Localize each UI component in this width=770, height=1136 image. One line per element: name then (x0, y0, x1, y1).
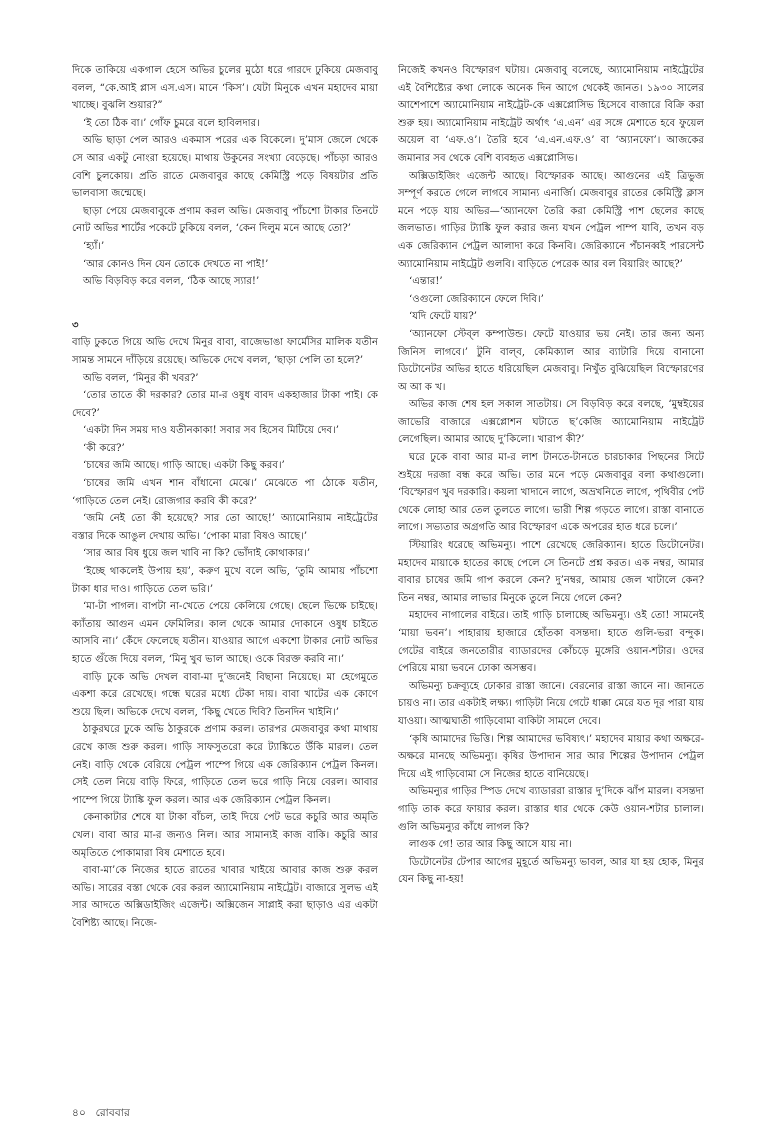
section-gap (72, 291, 378, 317)
paragraph: অভি বিড়বিড় করে বলল, ‘ঠিক আছে স্যার!’ (83, 276, 260, 288)
magazine-section-name: রোববার (95, 1107, 130, 1119)
page-number: ৪০ (72, 1107, 87, 1119)
paragraph: বাবা-মা’কে নিজের হাতে রাতের খাবার খাইয়ে আবার কাজ শুরু করল অভি। সারের বস্তা থেকে বের করল অ্যামোনিয়াম নাইট্রেট। বাজারে সুলভ এই সার আদতে অক্সিডাইজিং এজেন্ট। অক্সিজেন সাপ্লাই করা ছাড়াও এর একটা বৈশিষ্ট্য আছে। নিজে- (72, 865, 378, 929)
paragraph: বাড়ি ঢুকতে গিয়ে অভি দেখে মিনুর বাবা, বাজেভাঙা ফার্মেসির মালিক যতীন সামন্ত সামনে দাঁড়িয়ে রয়েছে। অভিকে দেখে বলল, ‘ছাড়া পেলি তা হলে?’ (72, 337, 378, 366)
paragraph: অভির কাজ শেষ হল সকাল সাতটায়। সে বিড়বিড় করে বলছে, ‘মুম্বইয়ের জাভেরি বাজারে এক্সপ্লোশন ঘটাতে ছ’কেজি অ্যামোনিয়াম নাইট্রেট লেগেছিল। আমার আছে দু’কিলো। খারাপ কী?’ (398, 399, 704, 446)
paragraph: মহাদেব নাগালের বাইরে। তাই গাড়ি চালাচ্ছে অভিমন্যু। ওই তো! সামনেই ‘মায়া ভবন’। পাহারায় হাজারে হোঁতকা বসন্তদা। হাতে গুলি-ভরা বন্দুক। গেটের বাইরে জনতোরীর ব্যাডারদের কোঁচড়ে মুঙ্গেরি ওয়ান-শটার। ওদের পেরিয়ে মায়া ভবনে ঢোকা অসম্ভব। (398, 610, 704, 675)
paragraph: অভিমন্যু চক্রব্যূহে ঢোকার রাস্তা জানে। বেরনোর রাস্তা জানে না। জানতে চায়ও না। তার একটাই লক্ষ্য। গাড়িটা নিয়ে গেটে ধাক্কা মেরে যত দূর পারা যায় যাওয়া। আত্মঘাতী গাড়িবোমা বাকিটা সামলে দেবে। (398, 680, 704, 727)
paragraph: ‘ই তো ঠিক বা।’ গোঁফ চুমরে বলে হাবিলদার। (83, 117, 260, 129)
paragraph: বাড়ি ঢুকে অভি দেখল বাবা-মা দু’জনেই বিছানা নিয়েছে। মা হেগেমুতে একশা করে রেখেছে। গন্ধে ঘরের মধ্যে টেকা দায়। বাবা খাটের এক কোণে শুয়ে ছিল। অভিকে দেখে বলল, ‘কিছু খেতে দিবি? তিনদিন খাইনি।’ (72, 671, 378, 718)
paragraph: ‘জমি নেই তো কী হয়েছে? সার তো আছে!’ অ্যামোনিয়াম নাইট্রেটের বস্তার দিকে আঙুল দেখায় অভি। ‘পোকা মারা বিষও আছে।’ (72, 513, 378, 542)
paragraph: ‘চাষের জমি আছে। গাড়ি আছে। একটা কিছু করব।’ (83, 460, 285, 472)
paragraph: ‘কী করে?’ (83, 442, 125, 454)
paragraph: ঠাকুরঘরে ঢুকে অভি ঠাকুরকে প্রণাম করল। তারপর মেজবাবুর কথা মাথায় রেখে কাজ শুরু করল। গাড়ি সাফসুতরো করে ট্যাঙ্কিতে উঁকি মারল। তেল নেই। বাড়ি থেকে বেরিয়ে পেট্রল পাম্পে গিয়ে এক জেরিক্যান পেট্রল কিনল। সেই তেল নিয়ে বাড়ি ফিরে, গাড়িতে তেল ভরে গাড়ি নিয়ে বেরল। আবার পাম্পে গিয়ে ট্যাঙ্কি ফুল করল। আর এক জেরিক্যান পেট্রল কিনল। (72, 724, 378, 806)
paragraph: ছাড়া পেয়ে মেজবাবুকে প্রণাম করল অভি। মেজবাবু পাঁচশো টাকার তিনটে নোট অভির শার্টের পকেটে ঢুকিয়ে বলল, ‘কেন দিলুম মনে আছে তো?’ (72, 205, 378, 235)
paragraph: ‘তোর তাতে কী দরকার? তোর মা-র ওষুধ বাবদ একহাজার টাকা পাই। কে দেবে?’ (72, 390, 378, 419)
paragraph: ‘এন্তার!’ (409, 276, 443, 288)
paragraph: কেনাকাটার শেষে যা টাকা বাঁচল, তাই দিয়ে পেট ভরে কচুরি আর অমৃতি খেল। বাবা আর মা-র জন্যও নিল। আর সামান্যই কাজ বাকি। কচুরি আর অমৃতিতে পোকামারা বিষ মেশাতে হবে। (72, 812, 378, 859)
paragraph: ‘অ্যানফো স্টেব্‌ল কম্পাউন্ড। ফেটে যাওয়ার ভয় নেই। তার জন্য অন্য জিনিস লাগবে।’ টুনি বাল্‌ব, কেমিক্যাল আর ব্যাটারি দিয়ে বানানো ডিটোনেটর অভির হাতে ধরিয়েছিল মেজবাবু। নিখুঁত বুঝিয়েছিল বিস্ফোরণের অ আ ক খ। (398, 328, 704, 393)
paragraph: অভি ছাড়া পেল আরও একমাস পরের এক বিকেলে। দু’মাস জেলে থেকে সে আর একটু নোংরা হয়েছে। মাথায় উকুনের সংখ্যা বেড়েছে। পাঁচড়া আরও বেশি চুলকোয়। প্রতি রাতে মেজবাবুর কাছে কেমিস্ট্রি পড়ে বিষয়টার প্রতি ভালবাসা জন্মেছে। (72, 135, 378, 200)
right-column (398, 62, 704, 1102)
paragraph: অভি বলল, ‘মিনুর কী খবর?’ (83, 372, 199, 384)
paragraph: স্টিয়ারিং ধরেছে অভিমন্যু। পাশে রেখেছে জেরিক্যান। হাতে ডিটোনেটর। মহাদেব মায়াকে হাতের কাছে পেলে সে তিনটে প্রশ্ন করত। এক নম্বর, আমার বাবার চাষের জমি গাপ করলে কেন? দু’নম্বর, আমায় জেল খাটালে কেন? তিন নম্বর, আমার লাভার মিনুকে তুলে নিয়ে গেলে কেন? (398, 540, 704, 604)
page-footer (72, 1106, 130, 1123)
paragraph: অক্সিডাইজিং এজেন্ট আছে। বিস্ফোরক আছে। আগুনের এই ত্রিভুজ সম্পূর্ণ করতে গেলে লাগবে সামান্য এনার্জি। মেজবাবুর রাতের কেমিস্ট্রি ক্লাস মনে পড়ে যায় অভির—‘অ্যানফো তৈরি করা কেমিস্ট্রি পাশ ছেলের কাছে জলভাত। গাড়ির ট্যাঙ্কি ফুল করার জন্য যখন পেট্রল পাম্প যাবি, তখন বড় এক জেরিক্যান পেট্রল আলাদা করে কিনবি। জেরিক্যানে পঁচানব্বই পারসেন্ট অ্যামোনিয়াম নাইট্রেট গুলবি। বাড়িতে পেরেক আর বল বিয়ারিং আছে?’ (398, 170, 704, 270)
left-column (72, 62, 378, 1102)
paragraph: ‘আর কোনও দিন যেন তোকে দেখতে না পাই!’ (83, 258, 269, 270)
section-number: ৩ (72, 319, 79, 331)
paragraph: ‘চাষের জমি এখন শান বাঁধানো মেঝে।’ মেঝেতে পা ঠোকে যতীন, ‘গাড়িতে তেল নেই। রোজগার করবি কী করে?’ (72, 478, 378, 507)
paragraph: ডিটোনেটর টেপার আগের মুহূর্তে অভিমন্যু ভাবল, আর যা হয় হোক, মিনুর যেন কিছু না-হয়! (398, 856, 704, 886)
paragraph: ‘কৃষি আমাদের ভিত্তি। শিল্প আমাদের ভবিষ্যৎ।’ মহাদেব মায়ার কথা অক্ষরে-অক্ষরে মানছে অভিমন্যু। কৃষির উপাদান সার আর শিল্পের উপাদান পেট্রল দিয়ে এই গাড়িবোমা সে নিজের হাতে বানিয়েছে। (398, 733, 704, 780)
paragraph: ‘সার আর বিষ ধুয়ে জল খাবি না কি? ভোঁদাই কোথাকার।’ (83, 548, 311, 560)
paragraph: ‘ইচ্ছে থাকলেই উপায় হয়’, করুণ মুখে বলে অভি, ‘তুমি আমায় পাঁচশো টাকা ধার দাও। গাড়িতে তেল ভরি।’ (72, 566, 378, 595)
paragraph: লাগুক গে! তার আর কিছু আসে যায় না। (409, 839, 572, 851)
paragraph: অভিমন্যুর গাড়ির স্পিড দেখে ব্যাডাররা রাস্তার দু’দিকে ঝাঁপ মারল। বসন্তদা গাড়ি তাক করে ফায়ার করল। রাস্তার ধার থেকে কেউ ওয়ান-শটার চালাল। গুলি অভিমন্যুর কাঁধে লাগল কি? (398, 786, 704, 833)
paragraph: ‘ওগুলো জেরিক্যানে ফেলে দিবি।’ (409, 293, 544, 305)
paragraph: ঘরে ঢুকে বাবা আর মা-র লাশ টানতে-টানতে চারচাকার পিছনের সিটে শুইয়ে দরজা বন্ধ করে অভি। তার মনে পড়ে মেজবাবুর বলা কথাগুলো। ‘বিস্ফোরণ খুব দরকারি। কয়লা খাদানে লাগে, অভ্রখনিতে লাগে, পৃথিবীর পেট থেকে লোহা আর তেল তুলতে লাগে। ভারী শিল্প গড়তে লাগে। রাস্তা বানাতে লাগে। সভ্যতার অগ্রগতি আর বিস্ফোরণ একে অপরের হাত ধরে চলে।’ (398, 452, 704, 534)
paragraph: ‘হ্যাঁ।’ (83, 240, 105, 252)
paragraph: ‘যদি ফেটে যায়?’ (409, 311, 477, 323)
paragraph: ‘মা-টা পাগল। বাপটা না-খেতে পেয়ে কেলিয়ে গেছে। ছেলে ভিক্ষে চাইছে। ক্যাঁতায় আগুন এমন ফেমিলির। কাল থেকে আমার দোকানে ওষুধ চাইতে আসবি না।’ কেঁদে ফেলেছে যতীন। যাওয়ার আগে একশো টাকার নোট অভির হাতে গুঁজে দিয়ে বলল, ‘মিনু খুব ভাল আছে। ওকে বিরক্ত করবি না।’ (72, 601, 378, 665)
paragraph: নিজেই কখনও বিস্ফোরণ ঘটায়। মেজবাবু বলেছে, অ্যামোনিয়াম নাইট্রেটের এই বৈশিষ্ট্যের কথা লোকে অনেক দিন আগে থেকেই জানত। ১৯৩০ সালের আশেপাশে অ্যামোনিয়াম নাইট্রেট-কে এক্সপ্লোসিভ হিসেবে বাজারে বিক্রি করা শুরু হয়। অ্যামোনিয়াম নাইট্রেট অর্থাৎ ‘এ.এন’ এর সঙ্গে মেশাতে হবে ফুয়েল অয়েল বা ‘এফ.ও’। তৈরি হবে ‘এ.এন.এফ.ও’ বা ‘অ্যানফো’। আজকের জমানার সব থেকে বেশি ব্যবহৃত এক্সপ্লোসিভ। (398, 65, 704, 164)
paragraph: দিকে তাকিয়ে একগাল হেসে অভির চুলের মুঠো ধরে গারদে ঢুকিয়ে মেজবাবু বলল, “কে.আই প্লাস এস.এস। মানে ‘কিস’। যেটা মিনুকে এখন মহাদেব মায়া খাচ্ছে। বুঝলি শুয়ার?” (72, 65, 378, 112)
paragraph: ‘একটা দিন সময় দাও যতীনকাকা! সবার সব হিসেব মিটিয়ে দেব।’ (83, 425, 339, 437)
